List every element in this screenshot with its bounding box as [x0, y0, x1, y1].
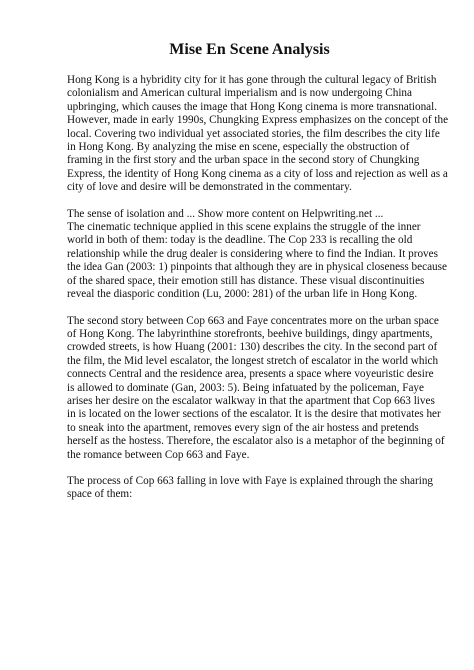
text-line: is allowed to dominate (Gan, 2003: 5). Being infatuated by the policeman, Faye [67, 381, 424, 394]
text-line: The sense of isolation and ... Show more content on Helpwriting.net ... [67, 207, 384, 220]
document-title: Mise En Scene Analysis [169, 41, 330, 58]
text-line: crowded streets, is how Huang (2001: 130) describes the city. In the second part of [67, 341, 438, 354]
text-line: framing in the first story and the urban space in the second story of Chungking [67, 154, 420, 167]
text-line: the romance between Cop 663 and Faye. [67, 448, 250, 461]
paragraph [67, 475, 432, 502]
text-line: The cinematic technique applied in this scene explains the struggle of the inner [67, 221, 421, 234]
text-line: space of them: [67, 488, 133, 501]
text-line: upbringing, which causes the image that Hong Kong cinema is more transnational. [67, 100, 438, 113]
text-line: the idea Gan (2003: 1) pinpoints that although they are in physical closeness because [67, 261, 447, 274]
text-line: arises her desire on the escalator walkway in that the apartment that Cop 663 lives [67, 394, 435, 407]
paragraph [67, 314, 445, 462]
text-line: local. Covering two individual yet associated stories, the film describes the city life [67, 127, 440, 140]
text-line: However, made in early 1990s, Chungking Express emphasizes on the concept of the [67, 114, 449, 127]
text-line: colonialism and American cultural imperialism and is now undergoing China [67, 87, 412, 100]
text-line: of the shared space, their emotion still has distance. These visual discontinuities [67, 274, 425, 287]
text-line: The process of Cop 663 falling in love with Faye is explained through the sharing [67, 474, 434, 487]
text-line: connects Central and the residence area, presents a space where voyeuristic desire [67, 368, 434, 381]
document-body [67, 74, 449, 502]
text-line: city of love and desire will be demonstrated in the commentary. [67, 181, 352, 194]
text-line: relationship while the drug dealer is considering where to find the Indian. It proves [67, 247, 438, 260]
text-line: herself as the hostess. Therefore, the escalator also is a metaphor of the beginning of [67, 435, 445, 448]
text-line: of Hong Kong. The labyrinthine storefronts, beehive buildings, dingy apartments, [67, 327, 433, 340]
paragraph [67, 74, 449, 195]
text-line: in Hong Kong. By analyzing the mise en scene, especially the obstruction of [67, 141, 410, 154]
text-line: in is located on the lower sections of the escalator. It is the desire that motivates her [67, 408, 441, 421]
text-line: world in both of them: today is the deadline. The Cop 233 is recalling the old [67, 234, 413, 247]
text-line: Hong Kong is a hybridity city for it has gone through the cultural legacy of British [67, 74, 437, 86]
text-line: to sneak into the apartment, removes every sign of the air hostess and pretends [67, 421, 419, 434]
paragraph [67, 207, 447, 302]
text-line: reveal the diasporic condition (Lu, 2000: 281) of the urban life in Hong Kong. [67, 288, 418, 301]
text-line: the film, the Mid level escalator, the longest stretch of escalator in the world which [67, 354, 439, 367]
text-line: Express, the identity of Hong Kong cinema as a city of loss and rejection as well as a [67, 167, 448, 180]
text-line: The second story between Cop 663 and Faye concentrates more on the urban space [67, 314, 439, 327]
